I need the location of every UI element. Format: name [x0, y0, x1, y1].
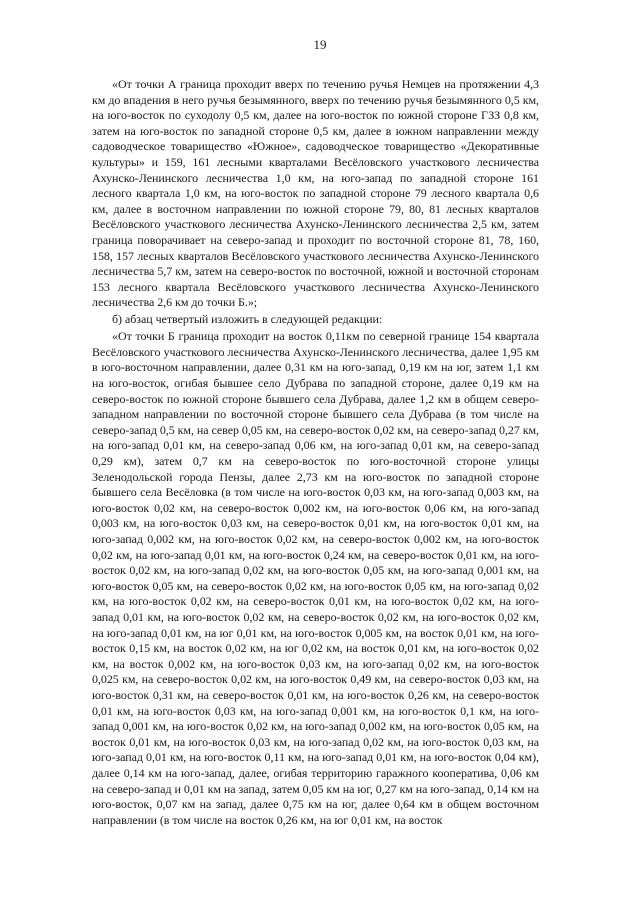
paragraph-amendment-instruction: б) абзац четвертый изложить в следующей редакции:	[112, 312, 383, 327]
paragraph-boundary-from-b: «От точки Б граница проходит на восток 0,11км по северной границе 154 квартала Весёловского участкового лесничества Ахунско-Ленинского лесничества, далее 1,95 км в юго-восточном направлении, далее 0,31 км на юго-запад, 0,19 км на юг, затем 1,1 км на юго-восток, огибая бывшее село Дубрава по западной стороне, далее 0,19 км на северо-восток по южной стороне бывшего села Дубрава, далее 1,2 км в общем северо-западном направлении по восточной стороне бывшего села Дубрава (в том числе на северо-запад 0,5 км, на север 0,05 км, на северо-восток 0,02 км, на северо-запад 0,27 км, на юго-запад 0,01 км, на северо-запад 0,06 км, на юго-запад 0,01 км, на северо-запад 0,29 км), затем 0,7 км на северо-восток по юго-восточной стороне улицы Зеленодольской города Пензы, далее 2,73 км на юго-восток по западной стороне бывшего села Весёловка (в том числе на юго-восток 0,03 км, на юго-запад 0,003 км, на юго-восток 0,02 км, на северо-восток 0,002 км, на юго-восток 0,06 км, на юго-запад 0,003 км, на юго-восток 0,03 км, на северо-восток 0,01 км, на юго-восток 0,01 км, на юго-запад 0,002 км, на юго-восток 0,02 км, на северо-восток 0,002 км, на юго-восток 0,02 км, на юго-запад 0,01 км, на юго-восток 0,24 км, на северо-восток 0,01 км, на юго-восток 0,02 км, на юго-запад 0,02 км, на юго-восток 0,05 км, на юго-запад 0,001 км, на юго-восток 0,05 км, на северо-восток 0,02 км, на юго-восток 0,05 км, на юго-запад 0,02 км, на юго-восток 0,02 км, на северо-восток 0,01 км, на юго-восток 0,02 км, на юго-запад 0,01 км, на юго-восток 0,02 км, на северо-восток 0,02 км, на юго-восток 0,02 км, на юго-запад 0,01 км, на юг 0,01 км, на юго-восток 0,005 км, на восток 0,01 км, на юго-восток 0,15 км, на восток 0,02 км, на юг 0,02 км, на восток 0,01 км, на юго-восток 0,02 км, на восток 0,002 км, на юго-восток 0,03 км, на юго-запад 0,02 км, на юго-восток 0,025 км, на северо-восток 0,02 км, на юго-восток 0,49 км, на северо-восток 0,03 км, на юго-восток 0,31 км, на северо-восток 0,01 км, на юго-восток 0,26 км, на северо-восток 0,01 км, на юго-восток 0,03 км, на юго-запад 0,001 км, на юго-восток 0,1 км, на юго-запад 0,001 км, на юго-восток 0,02 км, на юго-запад 0,002 км, на юго-восток 0,05 км, на восток 0,01 км, на юго-восток 0,03 км, на юго-запад 0,02 км, на юго-восток 0,03 км, на юго-запад 0,01 км, на юго-восток 0,11 км, на юго-запад 0,01 км, на юго-восток 0,04 км), далее 0,14 км на юго-запад, далее, огибая территорию гаражного кооператива, 0,06 км на северо-запад и 0,01 км на запад, затем 0,05 км на юг, 0,27 км на юго-запад, 0,14 км на юго-восток, 0,07 км на запад, далее 0,75 км на юг, далее 0,64 км в общем восточном направлении (в том числе на восток 0,26 км, на юг 0,01 км, на восток	[92, 329, 540, 827]
paragraph-boundary-a-to-b: «От точки А граница проходит вверх по течению ручья Немцев на протяжении 4,3 км до впадения в него ручья безымянного, вверх по течению ручья безымянного 0,5 км, на юго-восток по суходолу 0,5 км, далее на юго-восток по южной стороне ГЗЗ 0,8 км, затем на юго-восток по западной стороне 0,5 км, далее в южном направлении между садоводческое товарищество «Южное», садоводческое товарищество «Декоративные культуры» и 159, 161 лесными кварталами Весёловского участкового лесничества Ахунско-Ленинского лесничества 1,0 км, на юго-запад по западной стороне 161 лесного квартала 1,0 км, на юго-восток по западной стороне 79 лесного квартала 0,6 км, далее в восточном направлении по южной стороне 79, 80, 81 лесных кварталов Весёловского участкового лесничества Ахунско-Ленинского лесничества 2,5 км, затем граница поворачивает на северо-запад и проходит по восточной стороне 81, 78, 160, 158, 157 лесных кварталов Весёловского участкового лесничества Ахунско-Ленинского лесничества 5,7 км, затем на северо-восток по восточной, южной и восточной сторонам 153 лесного квартала Весёловского участкового лесничества Ахунско-Ленинского лесничества 2,6 км до точки Б.»;	[92, 77, 539, 310]
page-number: 19	[313, 37, 327, 52]
document-body	[92, 77, 539, 828]
